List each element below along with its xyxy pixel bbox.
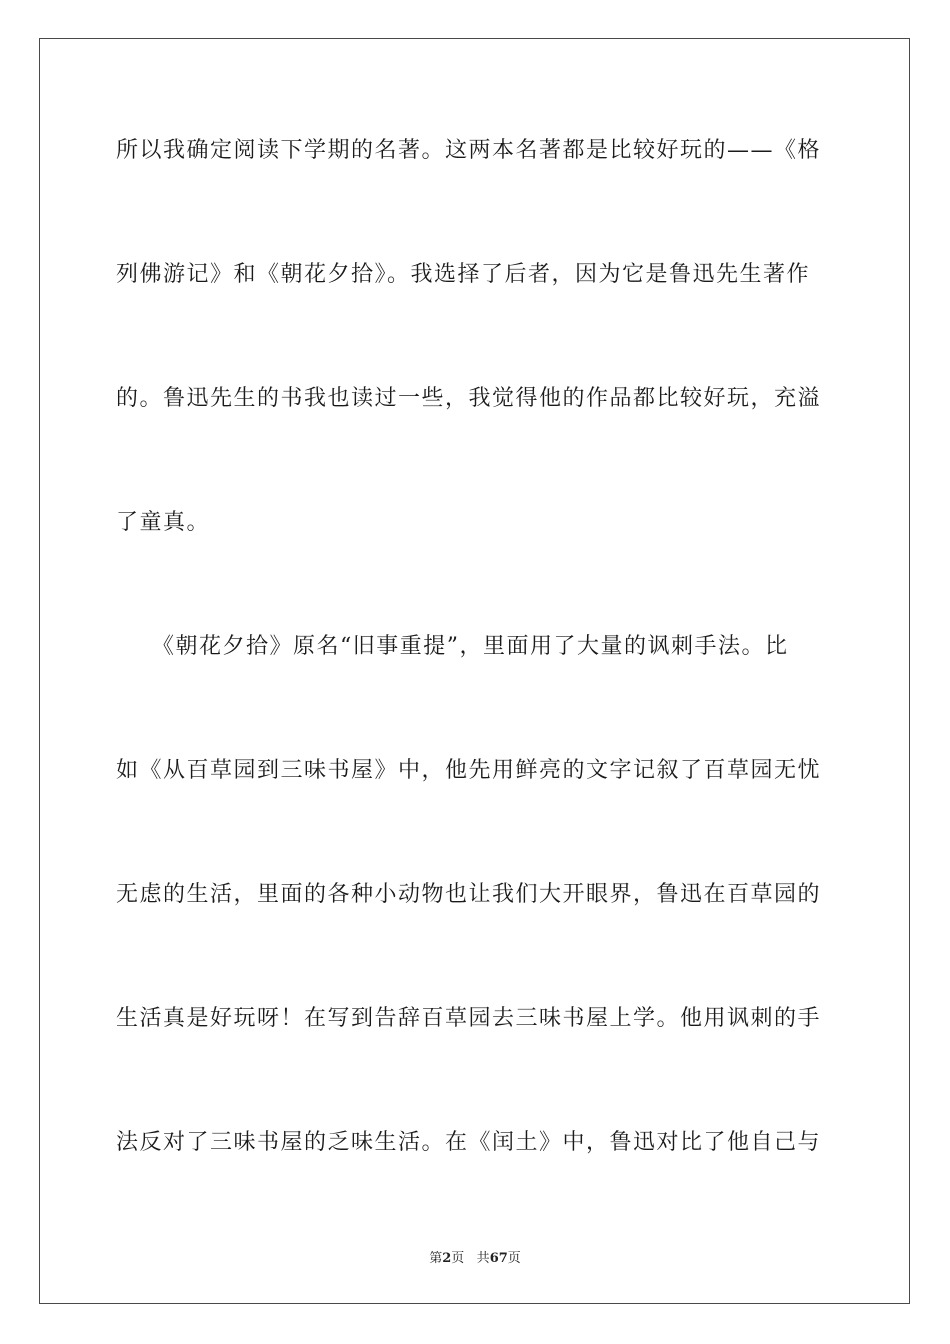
page-prefix: 第 <box>429 1251 443 1266</box>
text-line: 生活真是好玩呀！在写到告辞百草园去三味书屋上学。他用讽刺的手 <box>116 1006 822 1031</box>
text-line: 无虑的生活，里面的各种小动物也让我们大开眼界，鲁迅在百草园的 <box>116 882 822 907</box>
page-footer <box>0 1247 950 1266</box>
document-body <box>116 0 836 1200</box>
text-line: 所以我确定阅读下学期的名著。这两本名著都是比较好玩的——《格 <box>116 138 822 163</box>
text-line: 列佛游记》和《朝花夕拾》。我选择了后者，因为它是鲁迅先生著作 <box>116 262 811 287</box>
text-line: 的。鲁迅先生的书我也读过一些，我觉得他的作品都比较好玩，充溢 <box>116 386 822 411</box>
text-line: 了童真。 <box>116 510 211 535</box>
page-suffix: 页 <box>451 1251 465 1266</box>
text-line: 法反对了三味书屋的乏味生活。在《闰土》中，鲁迅对比了他自己与 <box>116 1130 822 1155</box>
total-suffix: 页 <box>507 1251 521 1266</box>
page-number: 2 <box>442 1251 452 1266</box>
total-pages: 67 <box>489 1251 508 1266</box>
text-line: 《朝花夕拾》原名“旧事重提”，里面用了大量的讽刺手法。比 <box>116 634 789 659</box>
total-prefix: 共 <box>476 1251 490 1266</box>
text-line: 如《从百草园到三味书屋》中，他先用鲜亮的文字记叙了百草园无忧 <box>116 758 822 783</box>
